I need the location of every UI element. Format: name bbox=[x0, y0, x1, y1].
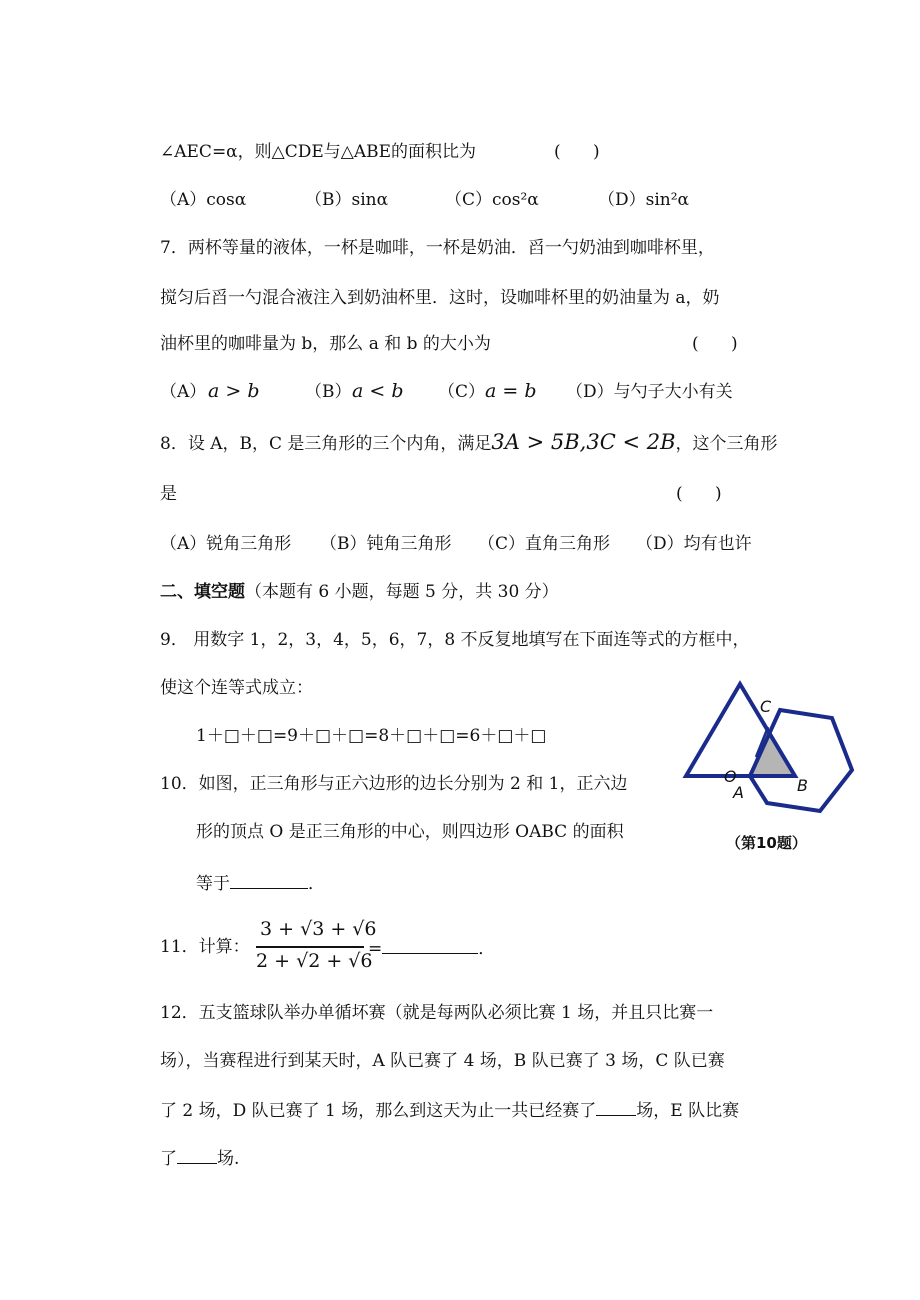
q7-option-b-math: a < b bbox=[352, 380, 404, 402]
figure-label-a: A bbox=[733, 783, 744, 802]
q12-line-3 bbox=[160, 1097, 739, 1123]
q10-figure-svg bbox=[676, 668, 862, 854]
q10-line-2: 形的顶点 O 是正三角形的中心，则四边形 OABC 的面积 bbox=[196, 822, 624, 842]
q6-answer-paren: ( ) bbox=[554, 142, 600, 162]
section-2-title: 二、填空题 bbox=[160, 582, 245, 602]
hexagon-triangle-overlap-shaded bbox=[750, 727, 795, 776]
q12-line-3-prefix: 了 2 场，D 队已赛了 1 场，那么到这天为止一共已经赛了 bbox=[160, 1101, 597, 1121]
q9-line-1: 9． 用数字 1，2，3，4，5，6，7，8 不反复地填写在下面连等式的方框中， bbox=[160, 630, 750, 650]
q11-numerator: 3 + √3 + √6 bbox=[260, 918, 377, 940]
q6-option-d: （D）sin²α bbox=[598, 190, 690, 210]
q7-option-a-label: （A） bbox=[160, 382, 207, 402]
q11-answer-blank bbox=[382, 935, 478, 954]
q11-fraction bbox=[256, 918, 377, 976]
q9-line-2: 使这个连等式成立： bbox=[160, 678, 313, 698]
q7-line-2: 搅匀后舀一勺混合液注入到奶油杯里．这时，设咖啡杯里的奶油量为 a，奶 bbox=[160, 288, 720, 308]
q8-condition-math: 3A > 5B,3C < 2B bbox=[491, 430, 676, 454]
q12-team-e-games-blank bbox=[177, 1145, 217, 1164]
q12-line-4-prefix: 了 bbox=[160, 1149, 177, 1169]
q10-line-3-text: 等于 bbox=[196, 874, 230, 894]
section-2-heading bbox=[160, 580, 559, 604]
q7-option-b-label: （B） bbox=[305, 382, 352, 402]
q12-line-1: 12．五支篮球队举办单循坏赛（就是每两队必须比赛 1 场，并且只比赛一 bbox=[160, 1003, 714, 1023]
q7-answer-paren: ( ) bbox=[692, 334, 738, 354]
q11-denominator: 2 + √2 + √6 bbox=[256, 950, 373, 972]
q12-total-games-blank bbox=[596, 1097, 636, 1116]
q11-equals: = bbox=[368, 939, 383, 959]
figure-label-o: O bbox=[724, 767, 737, 786]
q8-answer-paren: ( ) bbox=[676, 484, 722, 504]
q12-line-3-suffix: 场，E 队比赛 bbox=[636, 1101, 740, 1121]
q12-line-2: 场），当赛程进行到某天时，A 队已赛了 4 场，B 队已赛了 3 场，C 队已赛 bbox=[160, 1051, 725, 1071]
figure-label-b: B bbox=[797, 776, 808, 795]
q11-prefix: 11．计算： bbox=[160, 937, 250, 957]
section-2-note: （本题有 6 小题，每题 5 分，共 30 分） bbox=[245, 582, 559, 602]
q8-option-a: （A）锐角三角形 bbox=[160, 534, 292, 554]
q10-answer-blank bbox=[230, 870, 308, 889]
q8-line-1 bbox=[160, 430, 778, 456]
q8-option-d: （D）均有也许 bbox=[636, 534, 752, 554]
q7-line-3: 油杯里的咖啡量为 b，那么 a 和 b 的大小为 bbox=[160, 334, 491, 354]
q10-end-mark: ． bbox=[308, 874, 325, 894]
q7-line-1: 7．两杯等量的液体，一杯是咖啡，一杯是奶油．舀一勺奶油到咖啡杯里， bbox=[160, 238, 715, 258]
figure-label-c: C bbox=[760, 697, 772, 716]
q9-equation: 1＋□＋□=9＋□＋□=8＋□＋□=6＋□＋□ bbox=[196, 726, 547, 746]
q12-line-4-suffix: 场. bbox=[217, 1149, 240, 1169]
q8-option-c: （C）直角三角形 bbox=[478, 534, 611, 554]
q7-option-a-math: a > b bbox=[208, 380, 260, 402]
q7-option-c-math: a = b bbox=[485, 380, 537, 402]
q8-line-1-prefix: 8．设 A，B，C 是三角形的三个内角，满足 bbox=[160, 434, 492, 454]
q7-option-d: （D）与勺子大小有关 bbox=[566, 382, 733, 402]
q8-line-1-suffix: ，这个三角形 bbox=[675, 434, 778, 454]
q11-equals-and-blank bbox=[368, 935, 495, 961]
q6-option-b: （B）sinα bbox=[305, 190, 389, 210]
q6-line: ∠AEC=α，则△CDE与△ABE的面积比为 bbox=[160, 142, 477, 162]
q12-line-4 bbox=[160, 1145, 239, 1171]
figure-caption: （第10题） bbox=[726, 834, 807, 852]
q7-option-c-label: （C） bbox=[438, 382, 486, 402]
q6-option-c: （C）cos²α bbox=[445, 190, 539, 210]
q11-end-mark: ． bbox=[478, 939, 496, 959]
q8-option-b: （B）钝角三角形 bbox=[320, 534, 452, 554]
q6-option-a: （A）cosα bbox=[160, 190, 247, 210]
q10-figure bbox=[676, 668, 862, 858]
q10-line-3 bbox=[196, 870, 325, 896]
q10-line-1: 10．如图，正三角形与正六边形的边长分别为 2 和 1，正六边 bbox=[160, 774, 628, 794]
q11-fraction-bar bbox=[256, 946, 364, 948]
q8-line-2: 是 bbox=[160, 484, 177, 504]
